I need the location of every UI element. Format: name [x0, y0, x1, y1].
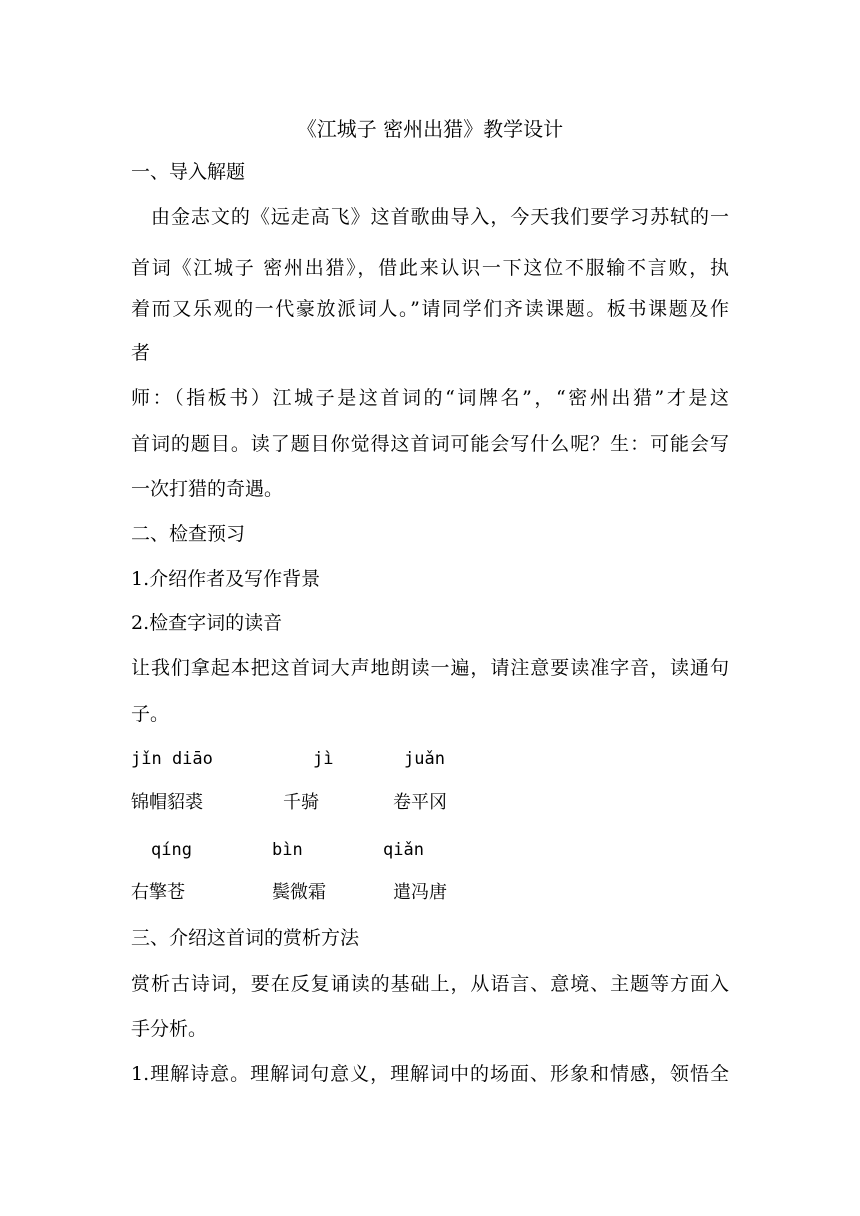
paragraph-line: 一次打猎的奇遇。	[131, 478, 284, 500]
paragraph-line	[151, 205, 729, 229]
list-item: 1.介绍作者及写作背景	[131, 568, 321, 590]
vocab-word: 卷平冈	[393, 792, 447, 813]
pinyin-label: jǐn diāo	[131, 749, 213, 769]
paragraph-line	[131, 256, 729, 280]
paragraph-text: 让我们拿起本把这首词大声地朗读一遍，请注意要读准字音，读通句	[131, 657, 729, 679]
paragraph-line: 手分析。	[131, 1018, 208, 1040]
section-heading-2: 二、检查预习	[131, 523, 246, 545]
section-heading-3: 三、介绍这首词的赏析方法	[131, 927, 360, 949]
pinyin-label: jì	[313, 749, 334, 769]
paragraph-line	[131, 972, 729, 996]
section-heading-1: 一、导入解题	[131, 161, 246, 183]
paragraph-line	[131, 656, 729, 680]
vocab-word: 千骑	[283, 792, 319, 813]
paragraph-line	[131, 1062, 729, 1086]
paragraph-text: 首词的题目。读了题目你觉得这首词可能会写什么呢？生：可能会写	[131, 433, 729, 455]
vocab-word: 锦帽貂裘	[131, 792, 203, 813]
paragraph-line	[131, 432, 729, 456]
paragraph-text: 师：（指板书）江城子是这首词的“词牌名”，“密州出猎”才是这	[131, 387, 729, 409]
paragraph-text: 着而又乐观的一代豪放派词人。”请同学们齐读课题。板书课题及作	[131, 298, 729, 320]
list-item: 2.检查字词的读音	[131, 612, 283, 634]
pinyin-label: qiǎn	[383, 840, 424, 860]
document-title: 《江城子 密州出猎》教学设计	[296, 117, 564, 141]
pinyin-label: juǎn	[404, 749, 445, 769]
paragraph-text: 1.理解诗意。理解词句意义，理解词中的场面、形象和情感，领悟全	[131, 1063, 729, 1085]
paragraph-line: 子。	[131, 703, 170, 725]
paragraph-line: 者	[131, 342, 151, 364]
paragraph-line	[131, 386, 729, 410]
vocab-word: 鬓微霜	[272, 882, 326, 903]
paragraph-text: 由金志文的《远走高飞》这首歌曲导入，今天我们要学习苏轼的一	[151, 206, 729, 228]
vocab-word: 右擎苍	[131, 882, 185, 903]
paragraph-line	[131, 297, 729, 321]
pinyin-label: bìn	[272, 840, 303, 860]
paragraph-text: 首词《江城子 密州出猎》，借此来认识一下这位不服输不言败，执	[131, 257, 729, 279]
pinyin-label: qíng	[151, 840, 192, 860]
paragraph-text: 赏析古诗词，要在反复诵读的基础上，从语言、意境、主题等方面入	[131, 973, 729, 995]
vocab-word: 遣冯唐	[393, 882, 447, 903]
